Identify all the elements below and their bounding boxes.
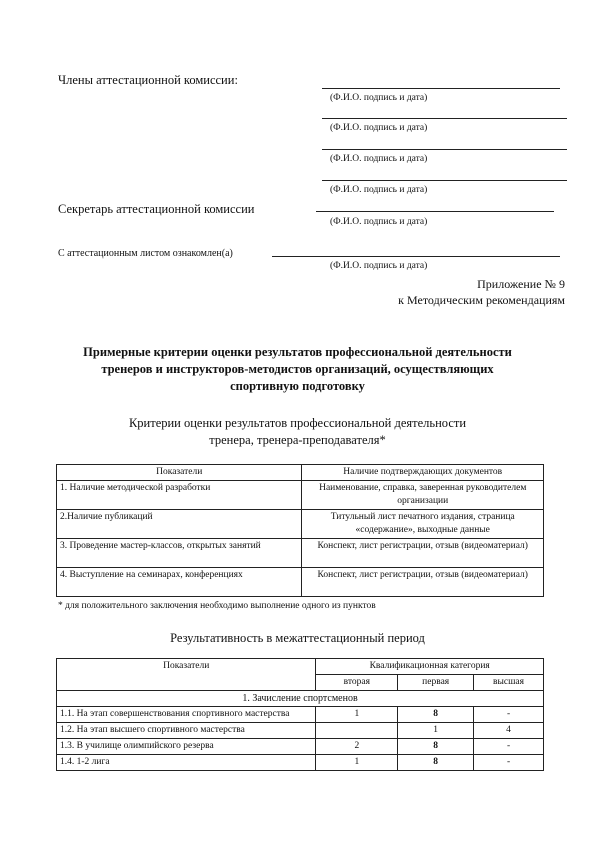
signature-hint: (Ф.И.О. подпись и дата): [330, 217, 428, 227]
signature-hint: (Ф.И.О. подпись и дата): [330, 261, 428, 271]
table-row: [57, 755, 544, 771]
row-label: 1.4. 1-2 лига: [57, 755, 316, 771]
footnote: * для положительного заключения необходимо выполнение одного из пунктов: [58, 601, 376, 611]
signature-hint: (Ф.И.О. подпись и дата): [330, 185, 428, 195]
value-cell: 8: [398, 707, 474, 723]
table-row: [57, 539, 544, 568]
value-cell: 1: [316, 707, 398, 723]
signature-hint: (Ф.И.О. подпись и дата): [330, 123, 428, 133]
value-cell: -: [474, 739, 544, 755]
column-header: Квалификационная категория: [316, 659, 544, 675]
signature-line: [322, 88, 560, 89]
column-header: Показатели: [57, 659, 316, 691]
indicator-cell: 3. Проведение мастер-классов, открытых занятий: [57, 539, 302, 568]
category-header: первая: [398, 675, 474, 691]
indicator-cell: 2.Наличие публикаций: [57, 510, 302, 539]
value-cell: [316, 723, 398, 739]
column-header: Наличие подтверждающих документов: [302, 465, 544, 481]
row-label: 1.3. В училище олимпийского резерва: [57, 739, 316, 755]
appendix-reference: к Методическим рекомендациям: [398, 293, 565, 307]
signature-hint: (Ф.И.О. подпись и дата): [330, 93, 428, 103]
table-row: [57, 481, 544, 510]
section-row: [57, 691, 544, 707]
value-cell: -: [474, 755, 544, 771]
value-cell: 8: [398, 755, 474, 771]
indicator-cell: 1. Наличие методической разработки: [57, 481, 302, 510]
section-title: 1. Зачисление спортсменов: [57, 691, 544, 707]
column-header: Показатели: [57, 465, 302, 481]
documents-cell: Титульный лист печатного издания, страница «содержание», выходные данные: [302, 510, 544, 539]
signature-hint: (Ф.И.О. подпись и дата): [330, 154, 428, 164]
indicator-cell: 4. Выступление на семинарах, конференциях: [57, 568, 302, 597]
signature-line: [322, 180, 567, 181]
value-cell: 1: [316, 755, 398, 771]
secretary-label: Секретарь аттестационной комиссии: [58, 202, 255, 216]
value-cell: 8: [398, 739, 474, 755]
value-cell: 1: [398, 723, 474, 739]
table-row: [57, 707, 544, 723]
table-header-row: [57, 465, 544, 481]
document-title: Примерные критерии оценки результатов профессиональной деятельности тренеров и инструкторов-методистов организаций, осуществляющих спортивную подготовку: [83, 345, 512, 393]
row-label: 1.1. На этап совершенствования спортивного мастерства: [57, 707, 316, 723]
results-table: [56, 658, 544, 771]
category-header: вторая: [316, 675, 398, 691]
category-header: высшая: [474, 675, 544, 691]
signature-line: [272, 256, 560, 257]
table-row: [57, 739, 544, 755]
documents-cell: Наименование, справка, заверенная руководителем организации: [302, 481, 544, 510]
members-label: Члены аттестационной комиссии:: [58, 73, 238, 87]
criteria-heading: Критерии оценки результатов профессиональной деятельности тренера, тренера-преподавателя*: [128, 416, 467, 447]
appendix-number: Приложение № 9: [477, 277, 565, 291]
documents-cell: Конспект, лист регистрации, отзыв (видеоматериал): [302, 539, 544, 568]
signature-line: [322, 149, 567, 150]
signature-line: [322, 118, 567, 119]
value-cell: -: [474, 707, 544, 723]
signature-line: [316, 211, 554, 212]
table-row: [57, 568, 544, 597]
results-heading: Результативность в межаттестационный период: [170, 631, 425, 645]
table-header-row: [57, 659, 544, 675]
appendix-note: [398, 276, 565, 308]
table-row: [57, 510, 544, 539]
criteria-table: [56, 464, 544, 597]
documents-cell: Конспект, лист регистрации, отзыв (видеоматериал): [302, 568, 544, 597]
value-cell: 4: [474, 723, 544, 739]
acquainted-label: С аттестационным листом ознакомлен(а): [58, 248, 233, 259]
value-cell: 2: [316, 739, 398, 755]
table-row: [57, 723, 544, 739]
row-label: 1.2. На этап высшего спортивного мастерства: [57, 723, 316, 739]
